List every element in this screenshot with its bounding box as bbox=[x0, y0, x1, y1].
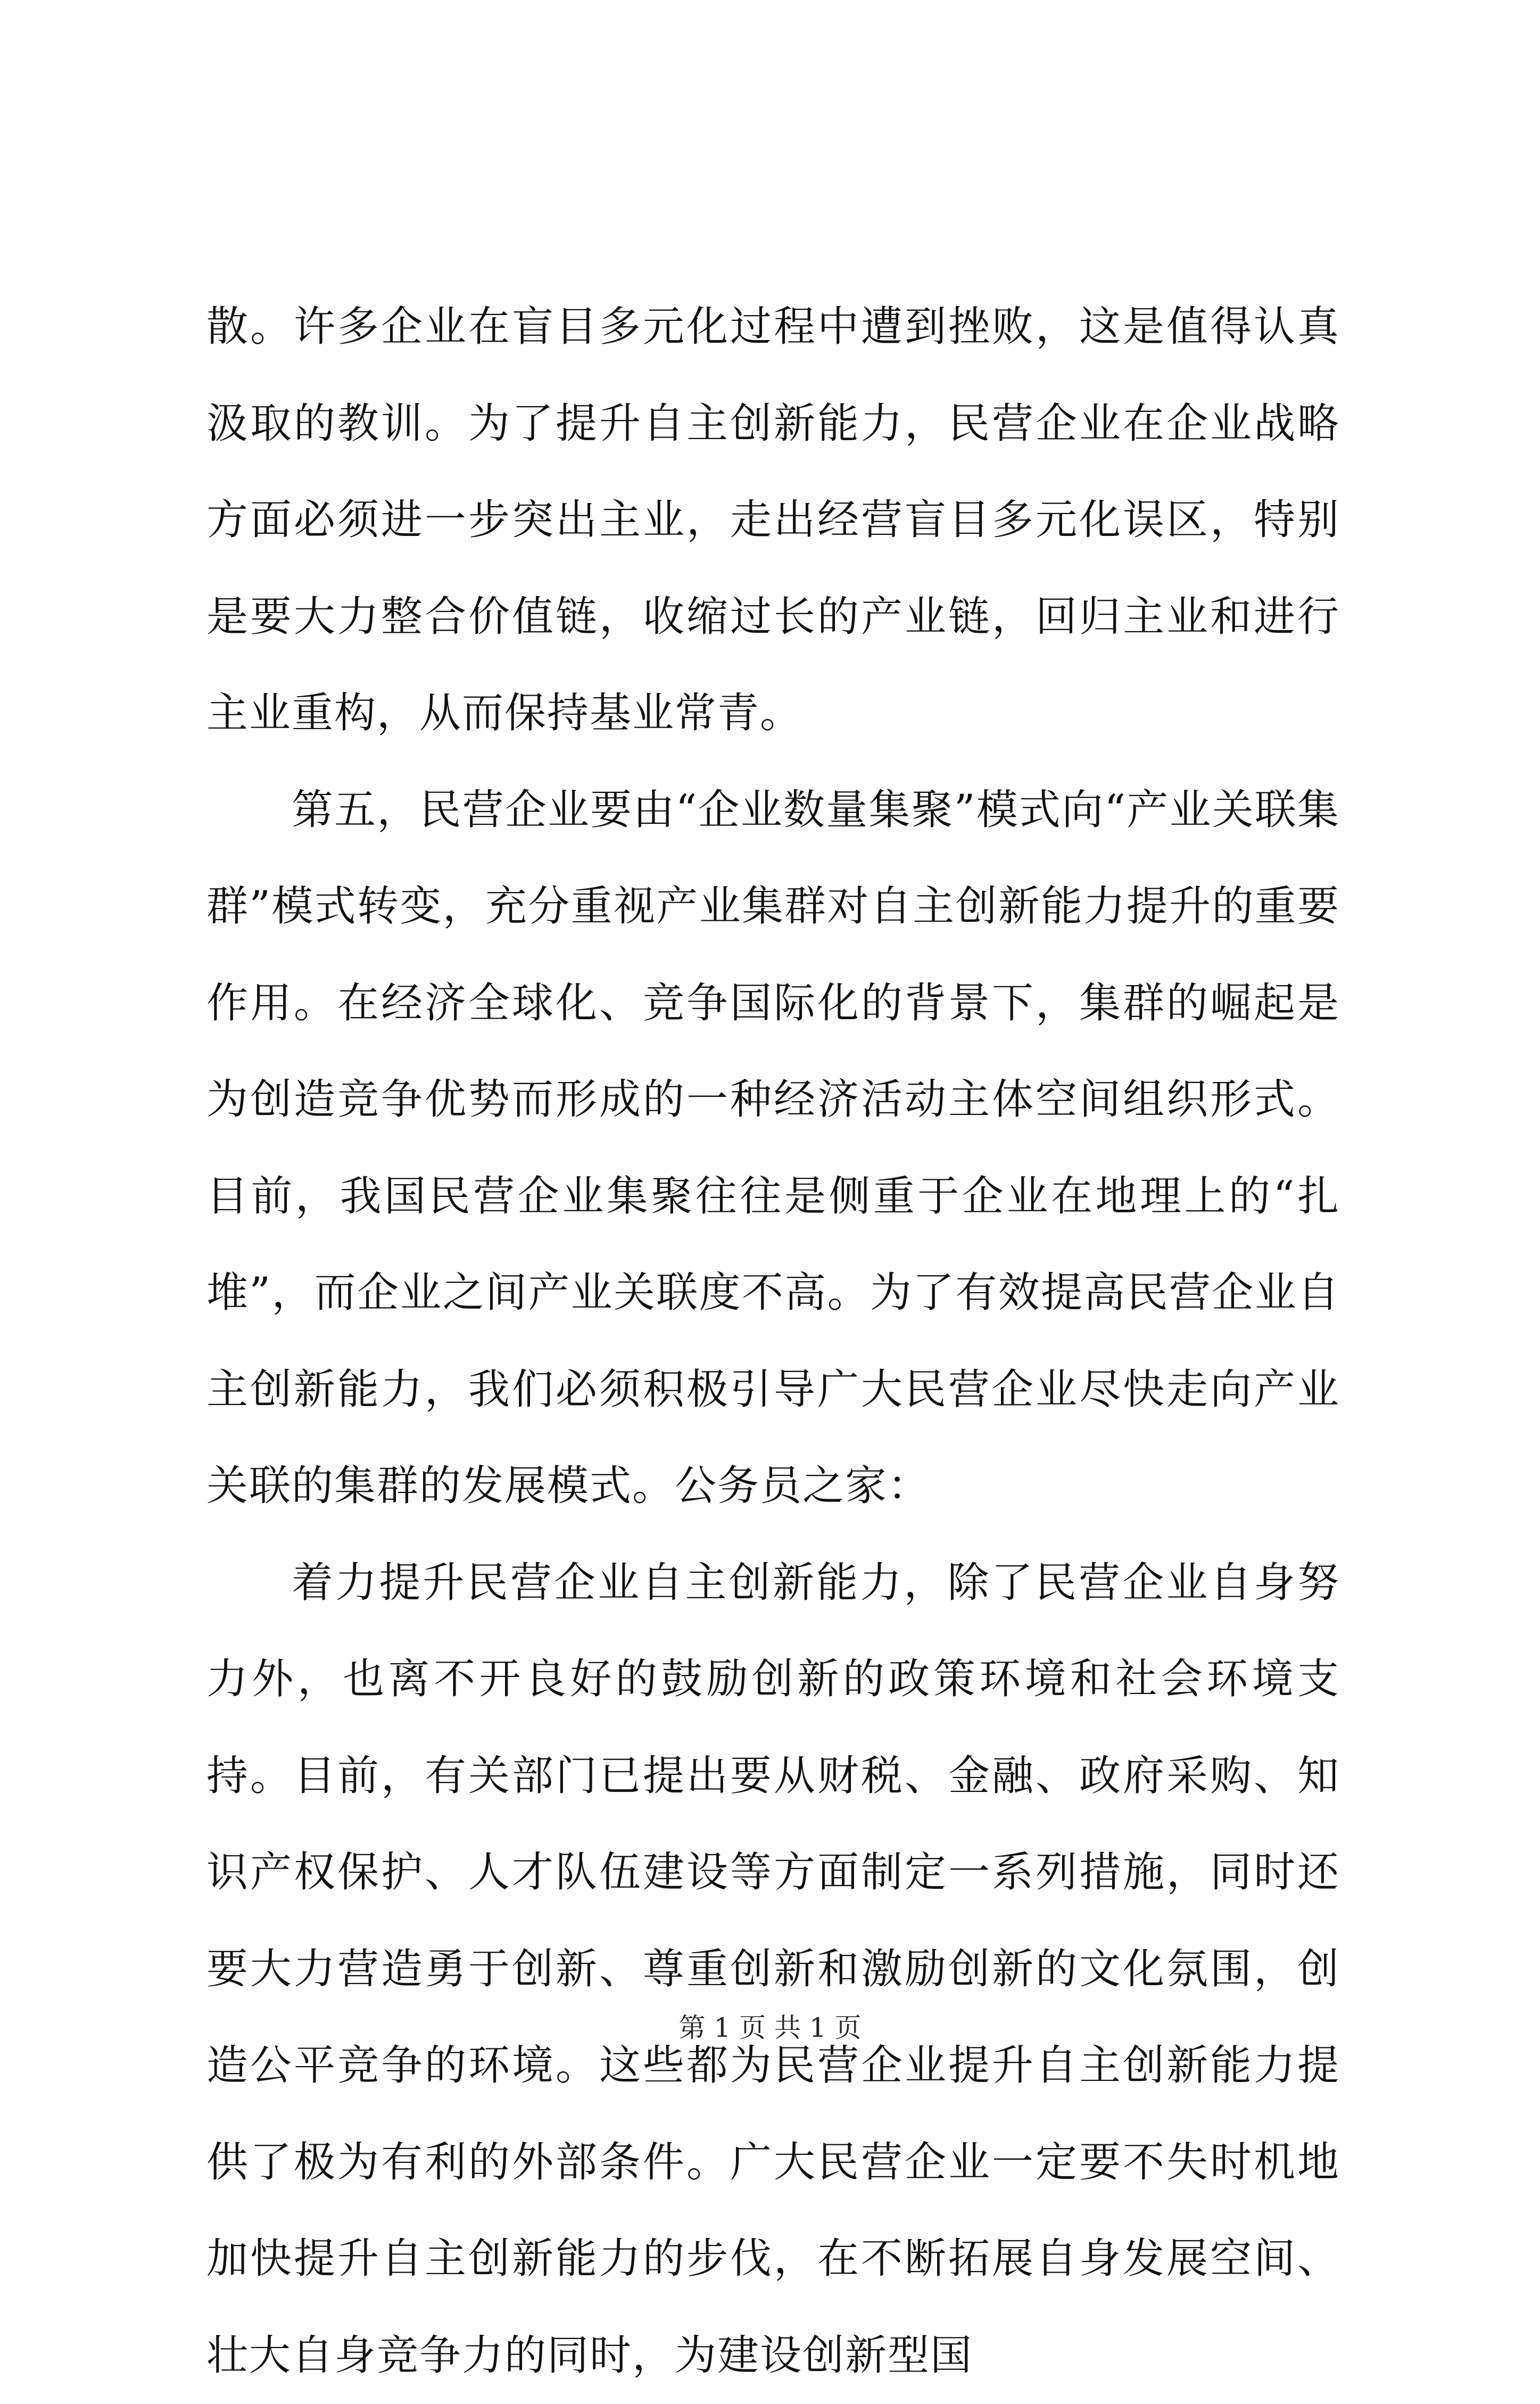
page-footer: 第 1 页 共 1 页 bbox=[0, 2006, 1540, 2045]
paragraph-2: 第五，民营企业要由“企业数量集聚”模式向“产业关联集群”模式转变，充分重视产业集群对自主创新能力提升的重要作用。在经济全球化、竞争国际化的背景下，集群的崛起是为创造竞争优势而形成的一种经济活动主体空间组织形式。目前，我国民营企业集聚往往是侧重于企业在地理上的“扎堆”，而企业之间产业关联度不高。为了有效提高民营企业自主创新能力，我们必须积极引导广大民营企业尽快走向产业关联的集群的发展模式。公务员之家： bbox=[206, 762, 1340, 1535]
paragraph-3: 着力提升民营企业自主创新能力，除了民营企业自身努力外，也离不开良好的鼓励创新的政策环境和社会环境支持。目前，有关部门已提出要从财税、金融、政府采购、知识产权保护、人才队伍建设等方面制定一系列措施，同时还要大力营造勇于创新、尊重创新和激励创新的文化氛围，创造公平竞争的环境。这些都为民营企业提升自主创新能力提供了极为有利的外部条件。广大民营企业一定要不失时机地加快提升自主创新能力的步伐，在不断拓展自身发展空间、壮大自身竞争力的同时，为建设创新型国 bbox=[206, 1535, 1340, 2404]
document-body bbox=[206, 279, 1340, 2404]
paragraph-1: 散。许多企业在盲目多元化过程中遭到挫败，这是值得认真汲取的教训。为了提升自主创新能力，民营企业在企业战略方面必须进一步突出主业，走出经营盲目多元化误区，特别是要大力整合价值链，收缩过长的产业链，回归主业和进行主业重构，从而保持基业常青。 bbox=[206, 279, 1340, 762]
